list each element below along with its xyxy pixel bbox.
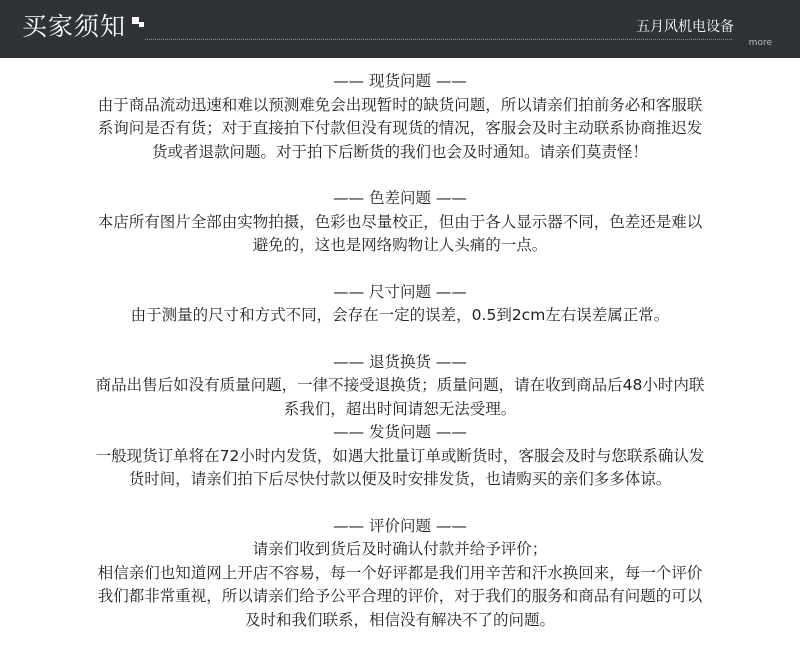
section-line: 避免的，这也是网络购物让人头痛的一点。: [252, 236, 548, 254]
header-bar: [0, 0, 800, 58]
section-line: 商品出售后如没有质量问题，一律不接受退换货；质量问题，请在收到商品后48小时内联: [95, 376, 705, 394]
section-heading: —— 退货换货 ——: [333, 352, 467, 371]
more-link[interactable]: more: [748, 38, 772, 48]
section-line: 本店所有图片全部由实物拍摄，色彩也尽量校正，但由于各人显示器不同，色差还是难以: [97, 212, 703, 231]
section-size: [30, 281, 770, 328]
page-title: 买家须知: [22, 12, 127, 41]
section-color: [30, 187, 770, 258]
section-line: 我们都非常重视，所以请亲们给予公平合理的评价，对于我们的服务和商品有问题的可以: [97, 587, 703, 605]
section-line: 相信亲们也知道网上开店不容易，每一个好评都是我们用辛苦和汗水换回来，每一个评价: [97, 563, 703, 582]
section-shipping: [30, 421, 770, 492]
dotted-divider: [145, 39, 732, 40]
section-heading: —— 发货问题 ——: [333, 423, 467, 441]
notice-content: [30, 70, 770, 632]
section-heading: —— 评价问题 ——: [333, 516, 467, 535]
section-stock: [30, 70, 770, 164]
section-line: 及时和我们联系，相信没有解决不了的问题。: [244, 610, 555, 629]
section-line: 货或者退款问题。对于拍下后断货的我们也会及时通知。请亲们莫责怪！: [151, 142, 648, 161]
shop-name: 五月风机电设备: [636, 19, 734, 35]
section-return: [30, 351, 770, 422]
section-line: 货时间，请亲们拍下后尽快付款以便及时安排发货，也请购买的亲们多多体谅。: [128, 470, 672, 488]
section-heading: —— 色差问题 ——: [333, 189, 467, 207]
corner-mark-icon: [132, 17, 144, 29]
section-line: 请亲们收到货后及时确认付款并给予评价；: [252, 540, 548, 558]
section-line: 由于商品流动迅速和难以预测难免会出现暂时的缺货问题，所以请亲们拍前务必和客服联: [97, 95, 703, 114]
section-line: 系我们，超出时间请恕无法受理。: [283, 399, 517, 418]
section-line: 由于测量的尺寸和方式不同，会存在一定的误差，0.5到2cm左右误差属正常。: [130, 306, 670, 324]
section-line: 一般现货订单将在72小时内发货，如遇大批量订单或断货时，客服会及时与您联系确认发: [95, 446, 705, 465]
section-heading: —— 现货问题 ——: [333, 72, 467, 90]
section-line: 系询问是否有货；对于直接拍下付款但没有现货的情况，客服会及时主动联系协商推迟发: [97, 119, 703, 137]
section-heading: —— 尺寸问题 ——: [333, 282, 467, 301]
section-review: [30, 515, 770, 633]
